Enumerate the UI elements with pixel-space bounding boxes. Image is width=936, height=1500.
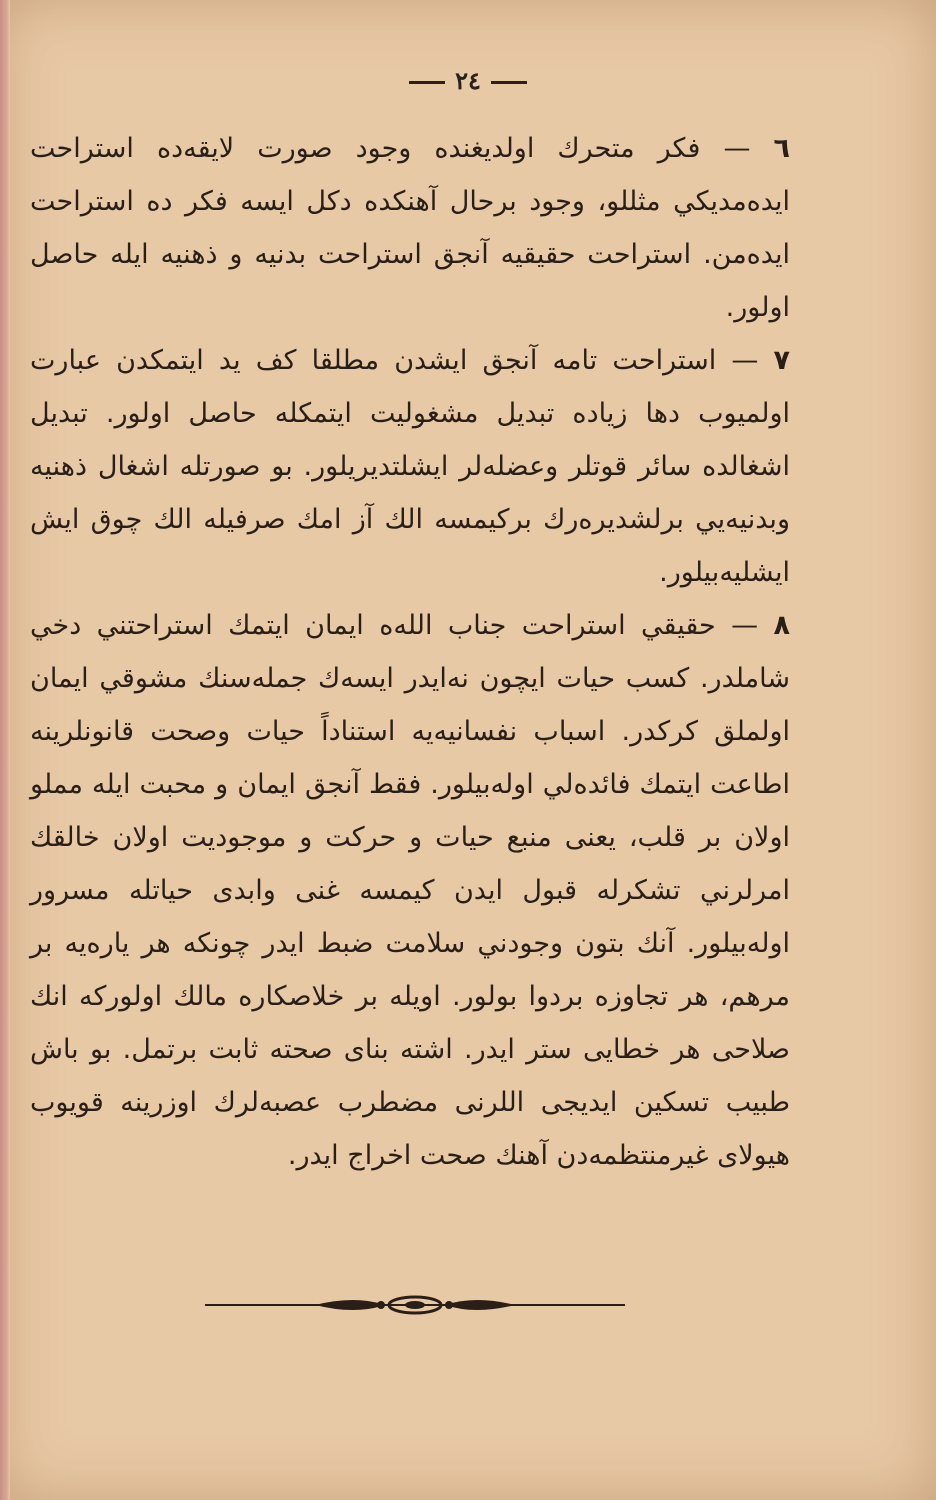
paragraph-text: استراحت تامه آنجق ايشدن مطلقا كف يد ايتمكدن عبارت اولميوب دها زياده تبديل مشغوليت ايتمكله حاصل اولور. تبديل اشغالده سائر قوتلر وعضله‌لر ايشلتديريلور. بو صورتله اشغال ذهنيه وبدنيه‌يي برلشديره‌رك بركيمسه الك آز امك صرفيله الك چوق ايش ايشليه‌بيلور. xyxy=(30,345,790,588)
page-body xyxy=(30,122,790,1182)
paragraph-number: ٦ xyxy=(773,133,790,164)
paragraph-7: ٧ — استراحت تامه آنجق ايشدن مطلقا كف يد ايتمكدن عبارت اولميوب دها زياده تبديل مشغوليت ايتمكله حاصل اولور. تبديل اشغالده سائر قوتلر وعضله‌لر ايشلتديريلور. بو صورتله اشغال ذهنيه وبدنيه‌يي برلشديره‌رك بركيمسه الك آز امك صرفيله الك چوق ايش ايشليه‌بيلور. xyxy=(30,345,791,588)
page-header xyxy=(0,66,936,95)
paragraph-6: ٦ — فكر متحرك اولديغنده وجود صورت لايقه‌ده استراحت ايده‌مديكي مثللو، وجود برحال آهنكده دكل ايسه فكر ده استراحت ايده‌من. استراحت حقيقيه آنجق استراحت بدنيه و ذهنيه ايله حاصل اولور. xyxy=(30,133,790,323)
header-dash-right xyxy=(491,81,527,84)
paragraph-8: ٨ — حقيقي استراحت جناب الله‌ه ايمان ايتمك استراحتني دخي شاملدر. كسب حيات ايچون نه‌ايدر ايسه‌ك جمله‌سنك مشوقي ايمان اولملق كركدر. اسباب نفسانيه‌يه استناداً حيات وصحت قانونلرينه اطاعت ايتمك فائده‌لي اوله‌بيلور. فقط آنجق ايمان و محبت ايله مملو اولان بر قلب، يعنى منبع حيات و حركت و موجوديت اولان خالقك امرلرني تشكرله قبول ايدن كيمسه غنى وابدى حياتله مسرور اوله‌بيلور. آنك بتون وجودني سلامت ضبط ايدر چونكه هر يارەيه بر مرهم، هر تجاوزه بردوا بولور. اويله بر خلاصكاره مالك اولوركه انك صلاحى هر خطايى ستر ايدر. اشته بناى صحته ثابت برتمل. بو باش طبيب تسكين ايديجى اللرنى مضطرب عصبه‌لرك اوزرينه قويوب هيولاى غيرمنتظمه‌دن آهنك صحت اخراج ايدر. xyxy=(30,610,791,1171)
decorative-rule-icon xyxy=(205,1290,625,1320)
header-dash-left xyxy=(409,81,445,84)
paragraph-number: ٨ xyxy=(773,610,791,641)
page-spine-edge xyxy=(0,0,10,1500)
paragraph-text: فكر متحرك اولديغنده وجود صورت لايقه‌ده استراحت ايده‌مديكي مثللو، وجود برحال آهنكده دكل ايسه فكر ده استراحت ايده‌من. استراحت حقيقيه آنجق استراحت بدنيه و ذهنيه ايله حاصل اولور. xyxy=(30,133,790,323)
paragraph-number: ٧ xyxy=(773,345,791,376)
paragraph-text: حقيقي استراحت جناب الله‌ه ايمان ايتمك استراحتني دخي شاملدر. كسب حيات ايچون نه‌ايدر ايسه‌ك جمله‌سنك مشوقي ايمان اولملق كركدر. اسباب نفسانيه‌يه استناداً حيات وصحت قانونلرينه اطاعت ايتمك فائده‌لي اوله‌بيلور. فقط آنجق ايمان و محبت ايله مملو اولان بر قلب، يعنى منبع حيات و حركت و موجوديت اولان خالقك امرلرني تشكرله قبول ايدن كيمسه غنى وابدى حياتله مسرور اوله‌بيلور. آنك بتون وجودني سلامت ضبط ايدر چونكه هر يارەيه بر مرهم، هر تجاوزه بردوا بولور. اويله بر خلاصكاره مالك اولوركه انك صلاحى هر خطايى ستر ايدر. اشته بناى صحته ثابت برتمل. بو باش طبيب تسكين ايديجى اللرنى مضطرب عصبه‌لرك اوزرينه قويوب هيولاى غيرمنتظمه‌دن آهنك صحت اخراج ايدر. xyxy=(30,610,790,1171)
page-number: ٢٤ xyxy=(455,66,481,95)
